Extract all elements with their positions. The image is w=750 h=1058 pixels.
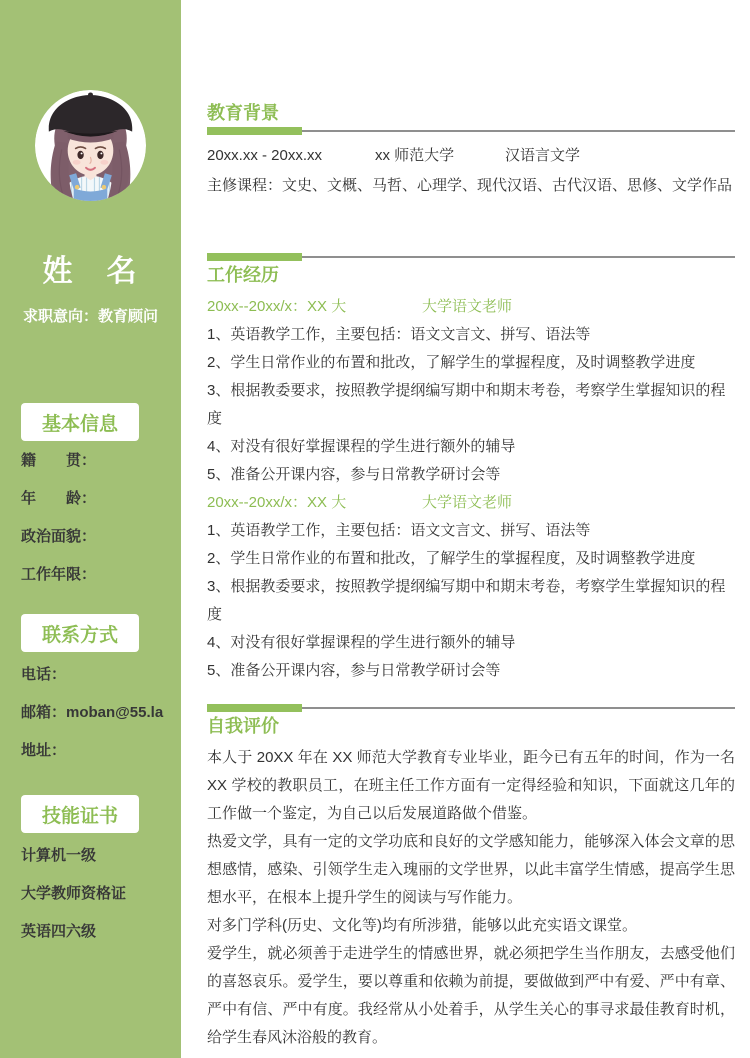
divider-gray-line xyxy=(302,130,735,132)
education-school: xx 师范大学 xyxy=(375,147,455,164)
job-duty: 3、根据教委要求，按照教学提纲编写期中和期末考卷，考察学生掌握知识的程度 xyxy=(207,578,726,623)
main-content xyxy=(207,0,735,1052)
education-period: 20xx.xx - 20xx.xx xyxy=(207,147,323,164)
job-duty: 5、准备公开课内容，参与日常教学研讨会等 xyxy=(207,466,501,483)
education-divider xyxy=(207,127,735,135)
certificate-item-teacher: 大学教师资格证 xyxy=(21,885,127,902)
work-divider xyxy=(207,253,735,261)
job-period: 20xx--20xx/x：XX 大 xyxy=(207,494,347,511)
job-duty: 4、对没有很好掌握课程的学生进行额外的辅导 xyxy=(207,634,516,651)
job-duty: 5、准备公开课内容，参与日常教学研讨会等 xyxy=(207,662,501,679)
girl-portrait-icon xyxy=(33,88,148,203)
contact-item-address: 地址： xyxy=(21,742,67,759)
info-item-age: 年 龄： xyxy=(21,490,97,507)
job-duty: 1、英语教学工作，主要包括：语文文言文、拼写、语法等 xyxy=(207,522,591,539)
job-entry xyxy=(207,489,735,685)
info-item-origin: 籍 贯： xyxy=(21,452,97,469)
job-role: 大学语文老师 xyxy=(422,494,513,511)
evaluation-paragraph: 对多门学科(历史、文化等)均有所涉猎，能够以此充实语文课堂。 xyxy=(207,917,637,934)
evaluation-paragraph: 热爱文学，具有一定的文学功底和良好的文学感知能力，能够深入体会文章的思想感情，感染、引领学生走入瑰丽的文学世界，以此丰富学生情感，提高学生思想水平，在根本上提升学生的阅读与写作能力。 xyxy=(207,833,735,906)
divider-green-bar xyxy=(207,704,302,712)
evaluation-paragraph: 本人于 20XX 年在 XX 师范大学教育专业毕业，距今已有五年的时间，作为一名 XX 学校的教职员工，在班主任工作方面有一定得经验和知识，下面就这几年的工作做一个鉴定，为自己以后发展道路做个借鉴。 xyxy=(207,749,735,822)
certificate-item-english: 英语四六级 xyxy=(21,923,97,940)
job-duty: 4、对没有很好掌握课程的学生进行额外的辅导 xyxy=(207,438,516,455)
info-item-work-years: 工作年限： xyxy=(21,566,97,583)
job-entry xyxy=(207,293,735,489)
education-section-title: 教育背景 xyxy=(207,103,279,123)
job-duty: 2、学生日常作业的布置和批改，了解学生的掌握程度，及时调整教学进度 xyxy=(207,550,696,567)
sidebar-section-contact-title: 联系方式 xyxy=(21,614,139,652)
job-duty: 1、英语教学工作，主要包括：语文文言文、拼写、语法等 xyxy=(207,326,591,343)
education-entry xyxy=(207,145,735,167)
job-duty: 2、学生日常作业的布置和批改，了解学生的掌握程度，及时调整教学进度 xyxy=(207,354,696,371)
job-role: 大学语文老师 xyxy=(422,298,513,315)
education-courses: 主修课程：文史、文概、马哲、心理学、现代汉语、古代汉语、思修、文学作品 xyxy=(207,177,733,194)
divider-gray-line xyxy=(302,256,735,258)
candidate-name: 姓 名 xyxy=(42,255,139,288)
evaluation-section-title: 自我评价 xyxy=(207,716,279,736)
basic-info-list xyxy=(21,451,181,585)
contact-item-phone: 电话： xyxy=(21,666,67,683)
certificate-item-computer: 计算机一级 xyxy=(21,847,97,864)
education-major: 汉语言文学 xyxy=(505,147,581,164)
sidebar-section-certificates-title: 技能证书 xyxy=(21,795,139,833)
job-header xyxy=(207,489,735,517)
divider-green-bar xyxy=(207,127,302,135)
sidebar xyxy=(0,0,181,1058)
info-item-political-status: 政治面貌： xyxy=(21,528,97,545)
evaluation-paragraph: 爱学生，就必须善于走进学生的情感世界，就必须把学生当作朋友，去感受他们的喜怒哀乐。爱学生，要以尊重和依赖为前提，要做做到严中有爱、严中有章、严中有信、严中有度。我经常从小处着手，从学生关心的事寻求最佳教育时机，给学生春风沐浴般的教育。 xyxy=(207,945,735,1046)
evaluation-divider xyxy=(207,704,735,712)
contact-item-email: 邮箱：moban@55.la xyxy=(21,704,164,721)
divider-gray-line xyxy=(302,707,735,709)
avatar xyxy=(33,88,148,203)
job-period: 20xx--20xx/x：XX 大 xyxy=(207,298,347,315)
job-duty: 3、根据教委要求，按照教学提纲编写期中和期末考卷，考察学生掌握知识的程度 xyxy=(207,382,726,427)
job-header xyxy=(207,293,735,321)
work-section-title: 工作经历 xyxy=(207,265,279,285)
divider-green-bar xyxy=(207,253,302,261)
sidebar-section-basic-info-title: 基本信息 xyxy=(21,403,139,441)
certificates-list xyxy=(21,846,181,942)
evaluation-body xyxy=(207,744,735,1052)
contact-list xyxy=(21,665,181,761)
job-objective: 求职意向：教育顾问 xyxy=(22,308,158,325)
